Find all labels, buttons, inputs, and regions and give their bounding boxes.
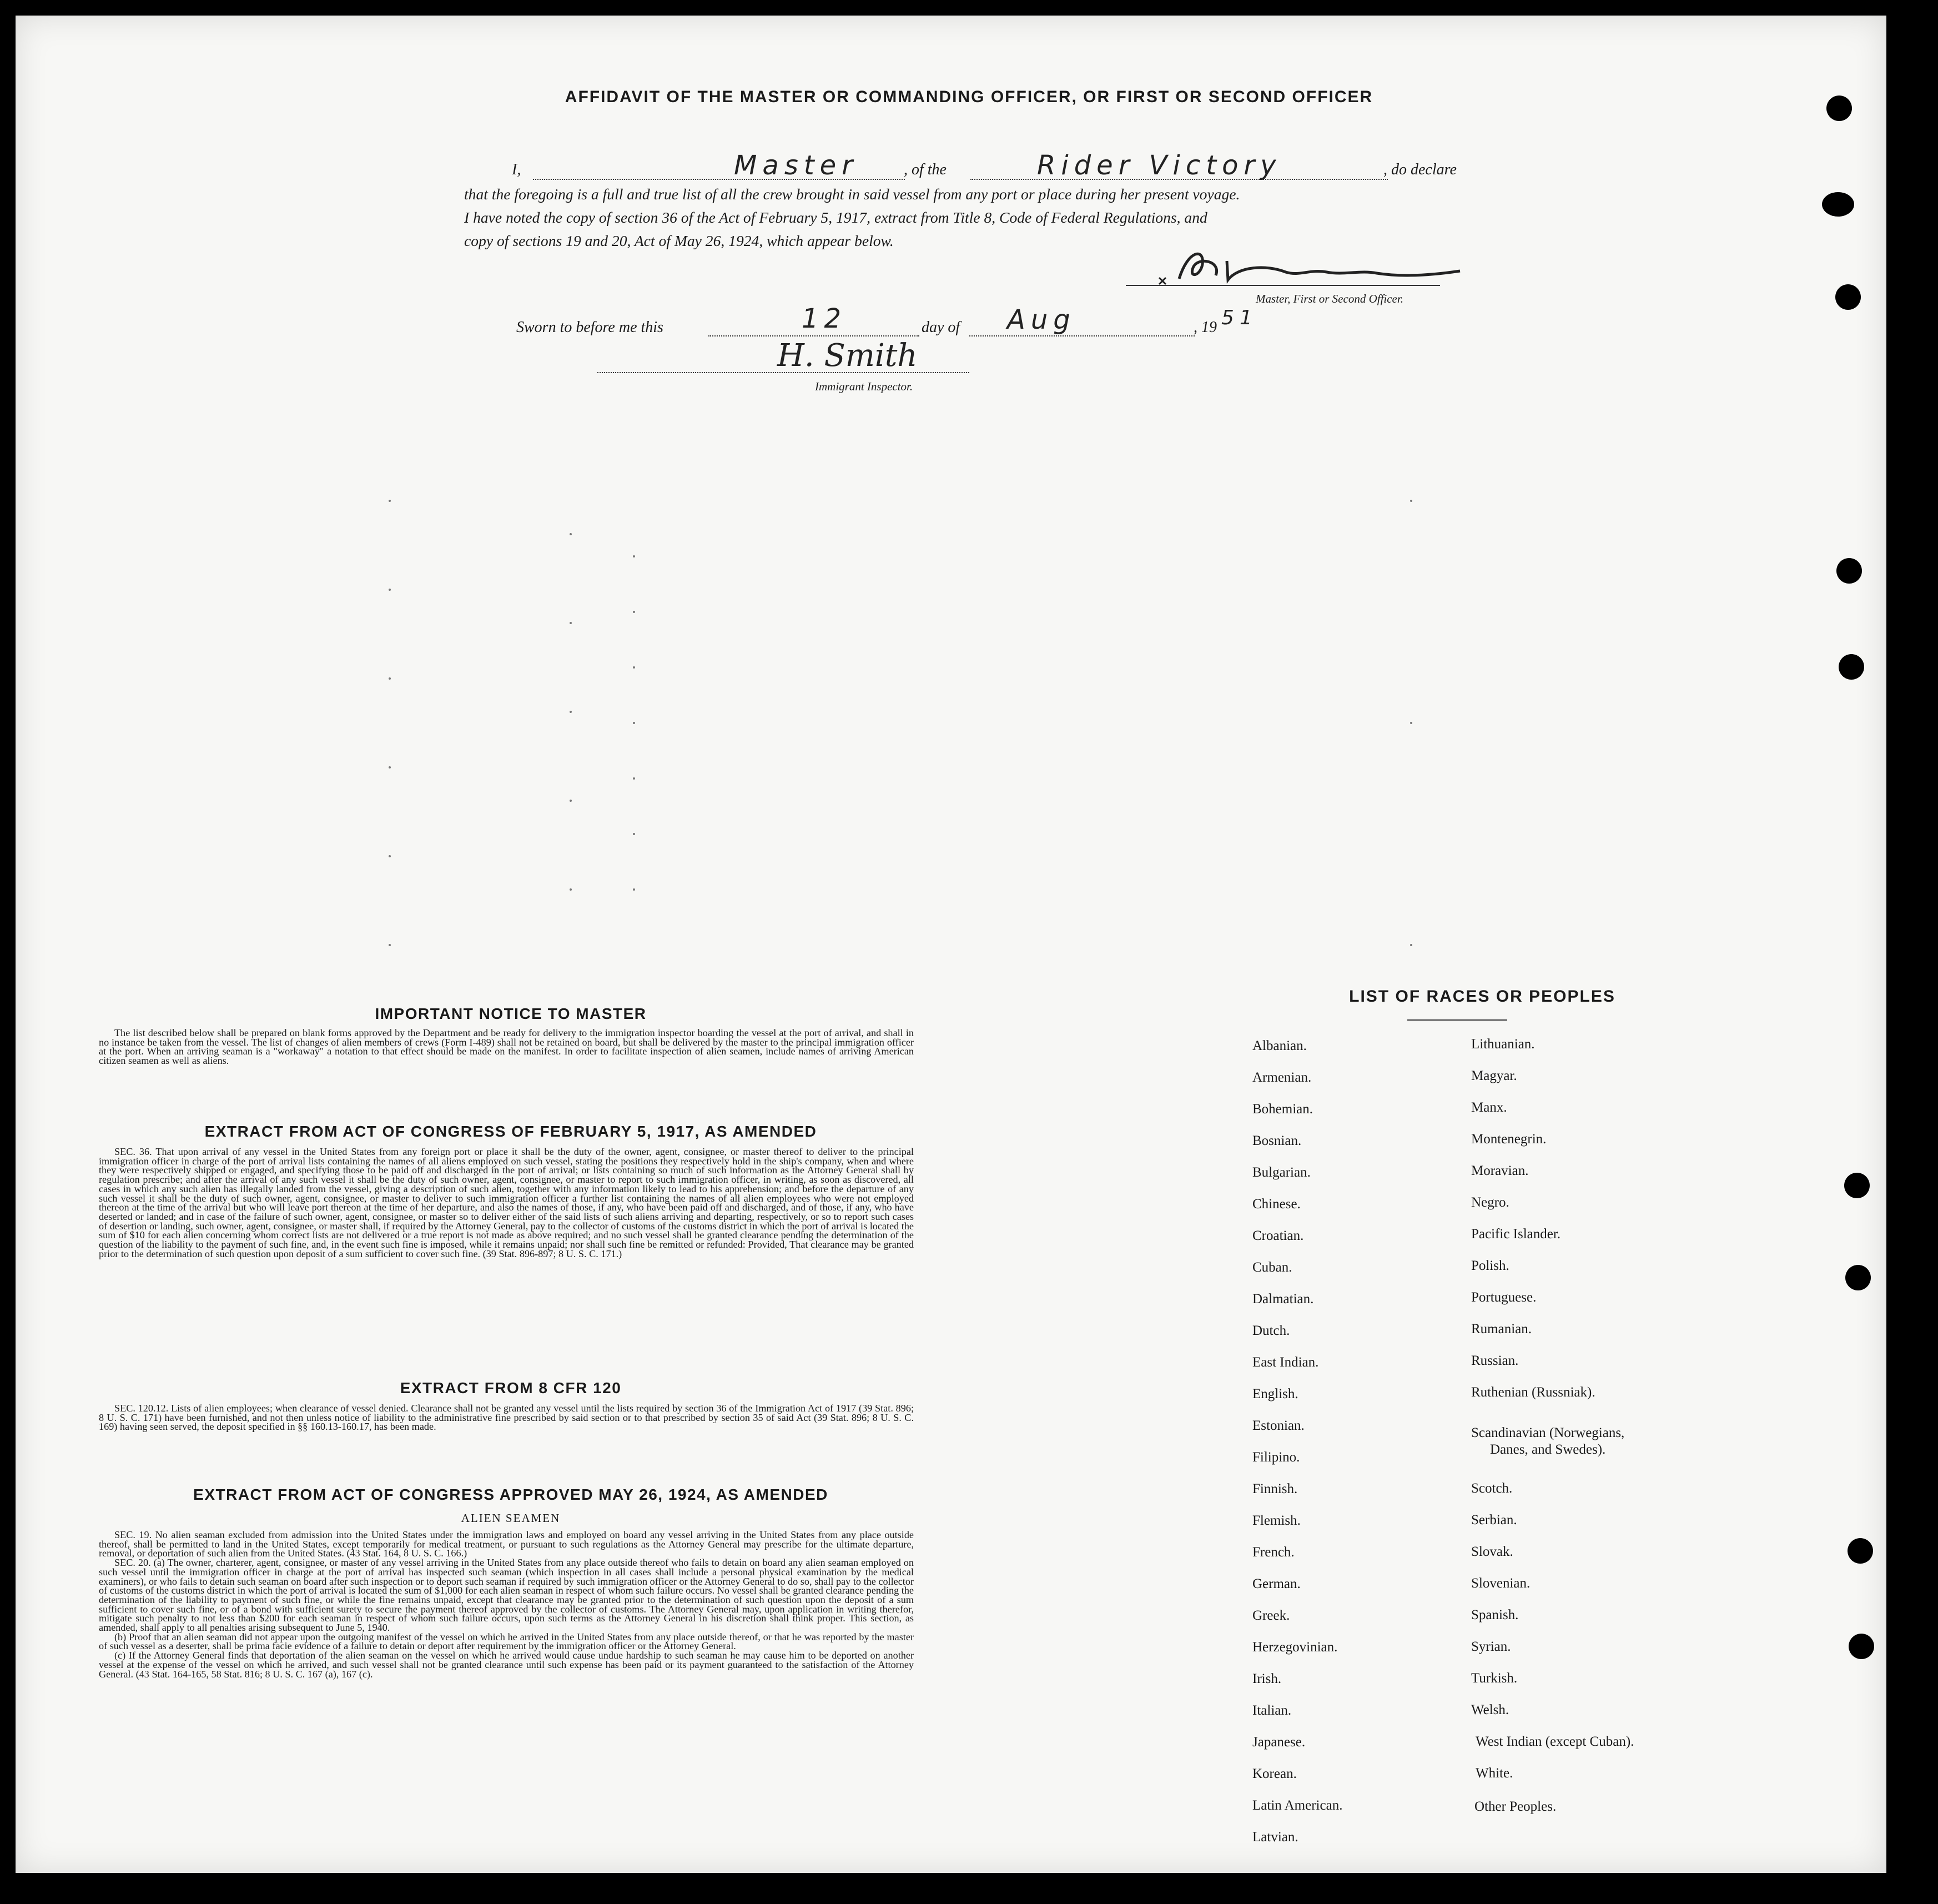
race-item: German.	[1252, 1576, 1301, 1591]
race-item: Korean.	[1252, 1766, 1297, 1781]
inspector-caption: Immigrant Inspector.	[815, 380, 913, 393]
day-handwritten: 12	[802, 303, 847, 334]
race-item: Pacific Islander.	[1471, 1227, 1561, 1242]
race-item: Other Peoples.	[1474, 1799, 1557, 1814]
month-blank	[969, 335, 1195, 336]
race-item: Spanish.	[1471, 1607, 1519, 1622]
extract-1924-subtitle: ALIEN SEAMEN	[461, 1511, 561, 1525]
year-prefix: , 19	[1194, 319, 1217, 336]
race-item: Bosnian.	[1252, 1133, 1302, 1148]
race-item: Syrian.	[1471, 1639, 1511, 1654]
inspector-signature: H. Smith	[777, 338, 918, 374]
race-item: Finnish.	[1252, 1481, 1298, 1496]
race-item: Moravian.	[1471, 1163, 1529, 1178]
of-the-label: , of the	[904, 161, 947, 178]
extract-1917-text	[99, 1147, 914, 1258]
rank-handwritten: Master	[734, 150, 858, 181]
declaration-line-4: copy of sections 19 and 20, Act of May 26, 1924, which appear below.	[464, 232, 894, 249]
race-item: Portuguese.	[1471, 1290, 1537, 1305]
declaration-line-3: I have noted the copy of section 36 of the Act of February 5, 1917, extract from Title 8, Code of Federal Regulations, and	[464, 209, 1207, 226]
affidavit-title: AFFIDAVIT OF THE MASTER OR COMMANDING OFFICER, OR FIRST OR SECOND OFFICER	[565, 88, 1373, 106]
race-item: Lithuanian.	[1471, 1037, 1535, 1052]
race-item: Flemish.	[1252, 1513, 1301, 1528]
race-item: Armenian.	[1252, 1070, 1312, 1085]
race-item: Chinese.	[1252, 1197, 1301, 1212]
race-item: Dalmatian.	[1252, 1292, 1314, 1307]
race-item: Cuban.	[1252, 1260, 1292, 1275]
declaration-line-2: that the foregoing is a full and true list of all the crew brought in said vessel from any port or place during her present voyage.	[464, 185, 1240, 203]
race-item: Japanese.	[1252, 1735, 1306, 1750]
notice-text	[99, 1028, 914, 1066]
race-item: Magyar.	[1471, 1068, 1517, 1083]
race-item: Herzegovinian.	[1252, 1640, 1338, 1655]
notice-title: IMPORTANT NOTICE TO MASTER	[375, 1005, 647, 1022]
race-item: Welsh.	[1471, 1702, 1509, 1717]
race-item: French.	[1252, 1545, 1295, 1560]
punch-hole	[1835, 284, 1861, 310]
inspector-line	[597, 372, 969, 373]
race-item: Croatian.	[1252, 1228, 1304, 1243]
race-item: Latvian.	[1252, 1830, 1298, 1845]
race-item: Slovak.	[1471, 1544, 1513, 1559]
extract-1924-paragraph: (b) Proof that an alien seaman did not appear upon the outgoing manifest of the vessel on which he arrived in the United States from any place outside thereof, or that he was reported by the master of such vessel as a deserter, shall be prima facie evidence of a failure to detain or deport after requirement by the immigration officer or the Attorney General.	[99, 1631, 914, 1652]
race-item: Polish.	[1471, 1258, 1509, 1273]
extract-1924-paragraph: (c) If the Attorney General finds that deportation of the alien seaman on the vessel on which he arrived would cause undue hardship to such seaman he may cause him to be deported on another vessel at the expense of the vessel on which he arrived, and such vessel shall not be granted clearance until such expense has been paid or its payment guaranteed to the satisfaction of the Attorney General. (43 Stat. 164-165, 58 Stat. 816; 8 U. S. C. 167 (a), 167 (c).	[99, 1650, 914, 1680]
race-item: English.	[1252, 1386, 1298, 1401]
race-item: Danes, and Swedes).	[1490, 1442, 1606, 1457]
signature-line	[1126, 285, 1440, 286]
punch-hole	[1822, 192, 1854, 217]
race-item: Bohemian.	[1252, 1102, 1313, 1117]
extract-1924-title: EXTRACT FROM ACT OF CONGRESS APPROVED MAY 26, 1924, AS AMENDED	[193, 1486, 828, 1503]
vessel-handwritten: Rider Victory	[1037, 150, 1282, 181]
punch-hole	[1839, 654, 1864, 680]
race-item: Albanian.	[1252, 1038, 1307, 1053]
sworn-prefix: Sworn to before me this	[516, 319, 663, 336]
race-item: Rumanian.	[1471, 1322, 1532, 1337]
signature-caption: Master, First or Second Officer.	[1256, 292, 1403, 305]
do-declare-label: , do declare	[1383, 161, 1457, 178]
race-item: West Indian (except Cuban).	[1476, 1734, 1634, 1749]
race-item: East Indian.	[1252, 1355, 1319, 1370]
race-item: Italian.	[1252, 1703, 1292, 1718]
race-item: Bulgarian.	[1252, 1165, 1311, 1180]
day-blank	[708, 335, 919, 336]
day-of-label: day of	[922, 319, 960, 336]
race-item: Manx.	[1471, 1100, 1507, 1115]
year-handwritten: 51	[1221, 307, 1258, 329]
race-item: Filipino.	[1252, 1450, 1300, 1465]
race-item: Serbian.	[1471, 1513, 1517, 1528]
races-title: LIST OF RACES OR PEOPLES	[1349, 987, 1615, 1006]
race-item: Ruthenian (Russniak).	[1471, 1385, 1595, 1400]
punch-hole	[1845, 1265, 1871, 1290]
extract-cfr-paragraph: SEC. 120.12. Lists of alien employees; when clearance of vessel denied. Clearance shall not be granted any vessel until the lists required by section 36 of the Immigration Act of 1917 (39 Stat. 896; 8 U. S. C. 171) have been furnished, and not then unless notice of liability to the administrative fine prescribed by said section or to that prescribed by section 35 of said Act (39 Stat. 896; 8 U. S. C. 169) having seen served, the deposit specified in §§ 160.13-160.17, has been made.	[99, 1403, 914, 1433]
extract-1924-paragraph: SEC. 20. (a) The owner, charterer, agent, consignee, or master of any vessel arriving in the United States from any place outside thereof who fails to detain on board any alien seaman employed on such vessel until the immigration officer in charge at the port of arrival has inspected such seaman (which inspection in all cases shall include a personal physical examination by the medical examiners), or who fails to detain such seaman on board after such inspection or to deport such seaman if required by such immigration officer or the Attorney General to do so, shall pay to the collector of customs of the customs district in which the port of arrival is located the sum of $1,000 for each alien seaman in respect of whom such failure occurs. No vessel shall be granted clearance pending the determination of the liability to payment of such fine, or while the fine remains unpaid, except that clearance may be granted prior to the determination of such question upon the deposit of a sum sufficient to cover such fine, or of a bond with sufficient surety to secure the payment thereof approved by the collector of customs. The Attorney General may, upon application in writing therefor, mitigate such penalty to not less than $200 for each seaman in respect of whom such failure occurs, upon such terms as the Attorney General in his discretion shall think proper. This section, as amended, shall apply to all penalties arising subsequent to June 5, 1940.	[99, 1557, 914, 1634]
race-item: Negro.	[1471, 1195, 1509, 1210]
punch-hole	[1848, 1538, 1873, 1564]
race-item: Montenegrin.	[1471, 1132, 1547, 1147]
race-item: Estonian.	[1252, 1418, 1305, 1433]
extract-1917-title: EXTRACT FROM ACT OF CONGRESS OF FEBRUARY 5, 1917, AS AMENDED	[204, 1123, 817, 1140]
extract-1924-paragraph: SEC. 19. No alien seaman excluded from admission into the United States under the immigration laws and employed on board any vessel arriving in the United States from any place outside thereof, shall be permitted to land in the United States, except temporarily for medical treatment, or pursuant to such regulations as the Attorney General may prescribe for the ultimate departure, removal, or deportation of such alien from the United States. (43 Stat. 164, 8 U. S. C. 166.)	[99, 1529, 914, 1559]
master-signature	[1155, 244, 1466, 289]
race-item: Turkish.	[1471, 1671, 1518, 1686]
race-item: Slovenian.	[1471, 1576, 1531, 1591]
month-handwritten: Aug	[1007, 304, 1076, 335]
race-item: Russian.	[1471, 1353, 1519, 1368]
extract-cfr-title: EXTRACT FROM 8 CFR 120	[400, 1379, 622, 1396]
extract-cfr-text	[99, 1404, 914, 1431]
extract-1917-paragraph: SEC. 36. That upon arrival of any vessel in the United States from any foreign port or place it shall be the duty of the owner, agent, consignee, or master thereof to deliver to the principal immigration officer in charge of the port of arrival lists containing the names of all aliens employed on such vessel, stating the positions they respectively hold in the ship's company, when and where they were respectively shipped or engaged, and specifying those to be paid off and discharged in the port of arrival; or lists containing so much of such information as the Attorney General shall by regulation prescribe; and after the arrival of any such vessel it shall be the duty of such owner, agent, consignee, or master to report to such immigration officer, in writing, as soon as discovered, all cases in which any such alien has illegally landed from the vessel, giving a description of such alien, together with any information likely to lead to his apprehension; and before the departure of any such vessel it shall be the duty of such owner, agent, consignee, or master to deliver to such immigration officer a further list containing the names of all alien employees who were not employed thereon at the time of the arrival but who will leave port thereon at the time of her departure, and also the names of those, if any, who have been paid off and discharged, and of those, if any, who have deserted or landed; and in case of the failure of such owner, agent, consignee, or master so to deliver either of the said lists of such aliens arriving and departing, respectively, or so to report such cases of desertion or landing, such owner, agent, consignee, or master shall, if required by the Attorney General, pay to the collector of customs of the customs district in which the port of arrival is located the sum of $10 for each alien concerning whom correct lists are not delivered or a true report is not made as above required; and no such vessel shall be granted clearance pending the determination of the question of the liability to the payment of such fine, and, in the event such fine is imposed, while it remains unpaid; nor shall such fine be remitted or refunded: Provided, That clearance may be granted prior to the determination of such question upon deposit of a sum sufficient to cover such fine. (39 Stat. 896-897; 8 U. S. C. 171.)	[99, 1146, 914, 1259]
race-item: Scandinavian (Norwegians,	[1471, 1425, 1625, 1440]
notice-paragraph: The list described below shall be prepared on blank forms approved by the Department and be ready for delivery to the immigration inspector boarding the vessel at the port of arrival, and shall in no instance be taken from the vessel. The list of changes of alien members of crews (Form I-489) shall not be retained on board, but shall be delivered by the master to the principal immigration officer at the port. When an arriving seaman is a "workaway" a notation to that effect should be made on the manifest. In order to facilitate inspection of alien seamen, include names of arriving American citizen seamen as well as aliens.	[99, 1027, 914, 1067]
declaration-prefix: I,	[512, 161, 521, 178]
punch-hole	[1849, 1634, 1874, 1659]
races-title-rule	[1407, 1019, 1507, 1021]
race-item: Scotch.	[1471, 1481, 1513, 1496]
punch-hole	[1836, 558, 1862, 584]
race-item: Latin American.	[1252, 1798, 1343, 1813]
race-item: Dutch.	[1252, 1323, 1290, 1338]
extract-1924-text	[99, 1530, 914, 1679]
punch-hole	[1844, 1173, 1870, 1198]
race-item: Irish.	[1252, 1671, 1282, 1686]
race-item: Greek.	[1252, 1608, 1290, 1623]
race-item: White.	[1476, 1766, 1513, 1781]
